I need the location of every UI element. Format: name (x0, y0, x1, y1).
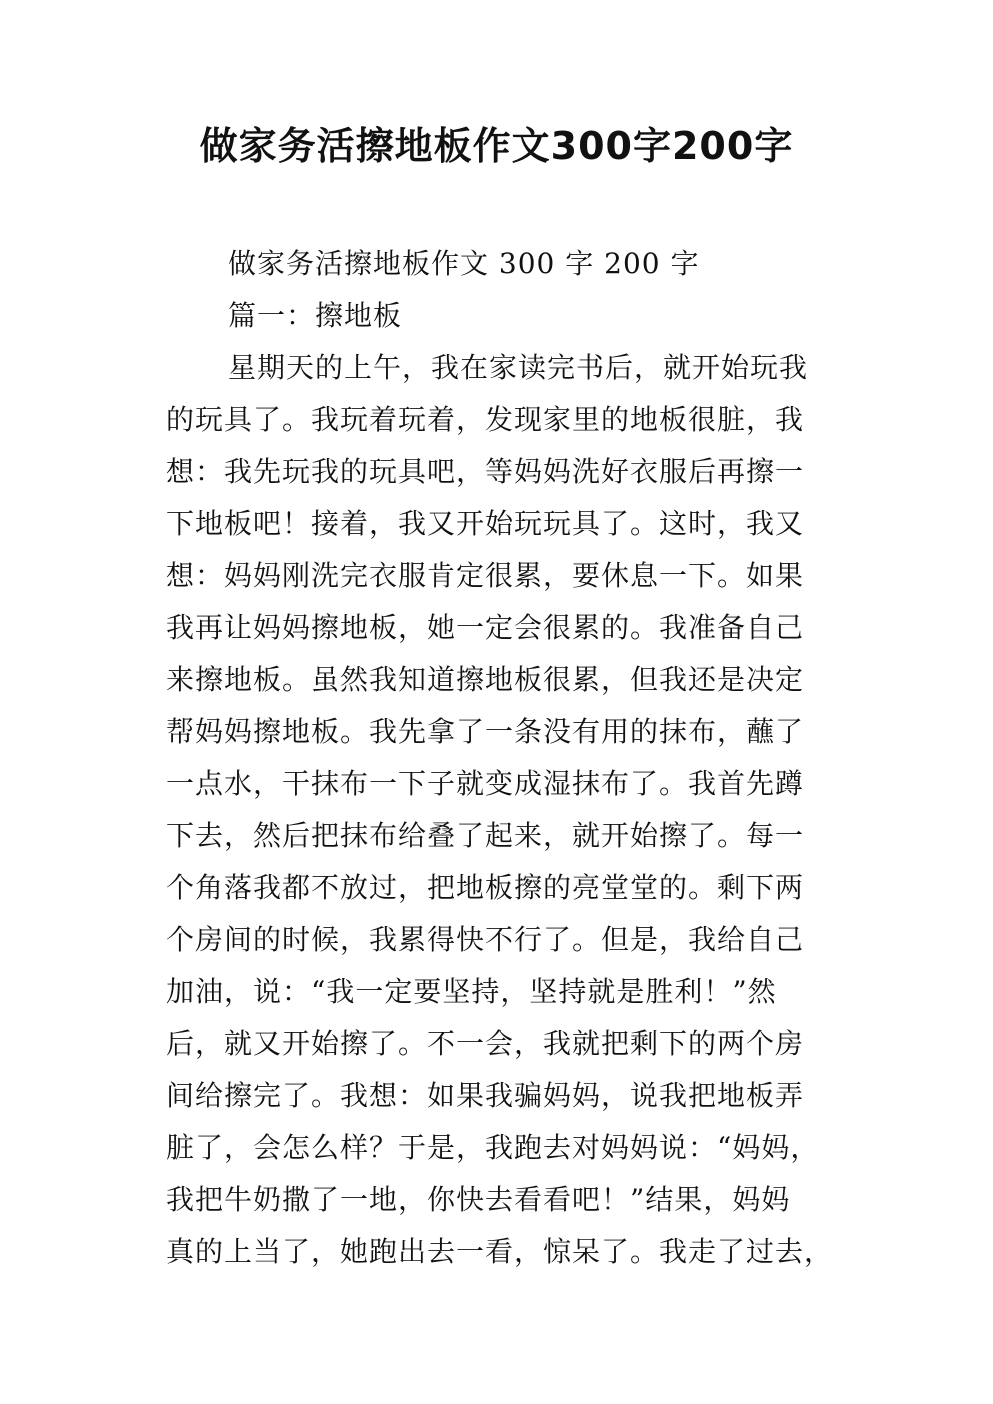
text-line: 下去，然后把抹布给叠了起来，就开始擦了。每一 (166, 819, 805, 852)
paragraph (166, 342, 836, 1278)
document-subtitle: 做家务活擦地板作文 300 字 200 字 (228, 247, 700, 280)
document-body (166, 238, 836, 1278)
text-line: 星期天的上午，我在家读完书后，就开始玩我 (228, 351, 809, 384)
text-line: 想：妈妈刚洗完衣服肯定很累，要休息一下。如果 (166, 559, 805, 592)
text-line: 下地板吧！接着，我又开始玩玩具了。这时，我又 (166, 507, 805, 540)
text-line: 脏了，会怎么样？于是，我跑去对妈妈说：“妈妈， (166, 1131, 820, 1164)
section-heading: 篇一：擦地板 (228, 299, 403, 332)
text-line: 帮妈妈擦地板。我先拿了一条没有用的抹布，蘸了 (166, 715, 805, 748)
text-line: 加油，说：“我一定要坚持，坚持就是胜利！”然 (166, 975, 777, 1008)
text-line: 后，就又开始擦了。不一会，我就把剩下的两个房 (166, 1027, 805, 1060)
text-line: 想：我先玩我的玩具吧，等妈妈洗好衣服后再擦一 (166, 455, 805, 488)
text-line: 间给擦完了。我想：如果我骗妈妈，说我把地板弄 (166, 1079, 805, 1112)
text-line: 来擦地板。虽然我知道擦地板很累，但我还是决定 (166, 663, 805, 696)
document-title: 做家务活擦地板作文300字200字 (199, 124, 794, 168)
text-line: 真的上当了，她跑出去一看，惊呆了。我走了过去， (166, 1235, 834, 1268)
text-line: 我把牛奶撒了一地，你快去看看吧！”结果，妈妈 (166, 1183, 791, 1216)
text-line: 的玩具了。我玩着玩着，发现家里的地板很脏，我 (166, 403, 805, 436)
text-line: 个角落我都不放过，把地板擦的亮堂堂的。剩下两 (166, 871, 805, 904)
text-line: 一点水，干抹布一下子就变成湿抹布了。我首先蹲 (166, 767, 805, 800)
text-line: 个房间的时候，我累得快不行了。但是，我给自己 (166, 923, 805, 956)
text-line: 我再让妈妈擦地板，她一定会很累的。我准备自己 (166, 611, 805, 644)
